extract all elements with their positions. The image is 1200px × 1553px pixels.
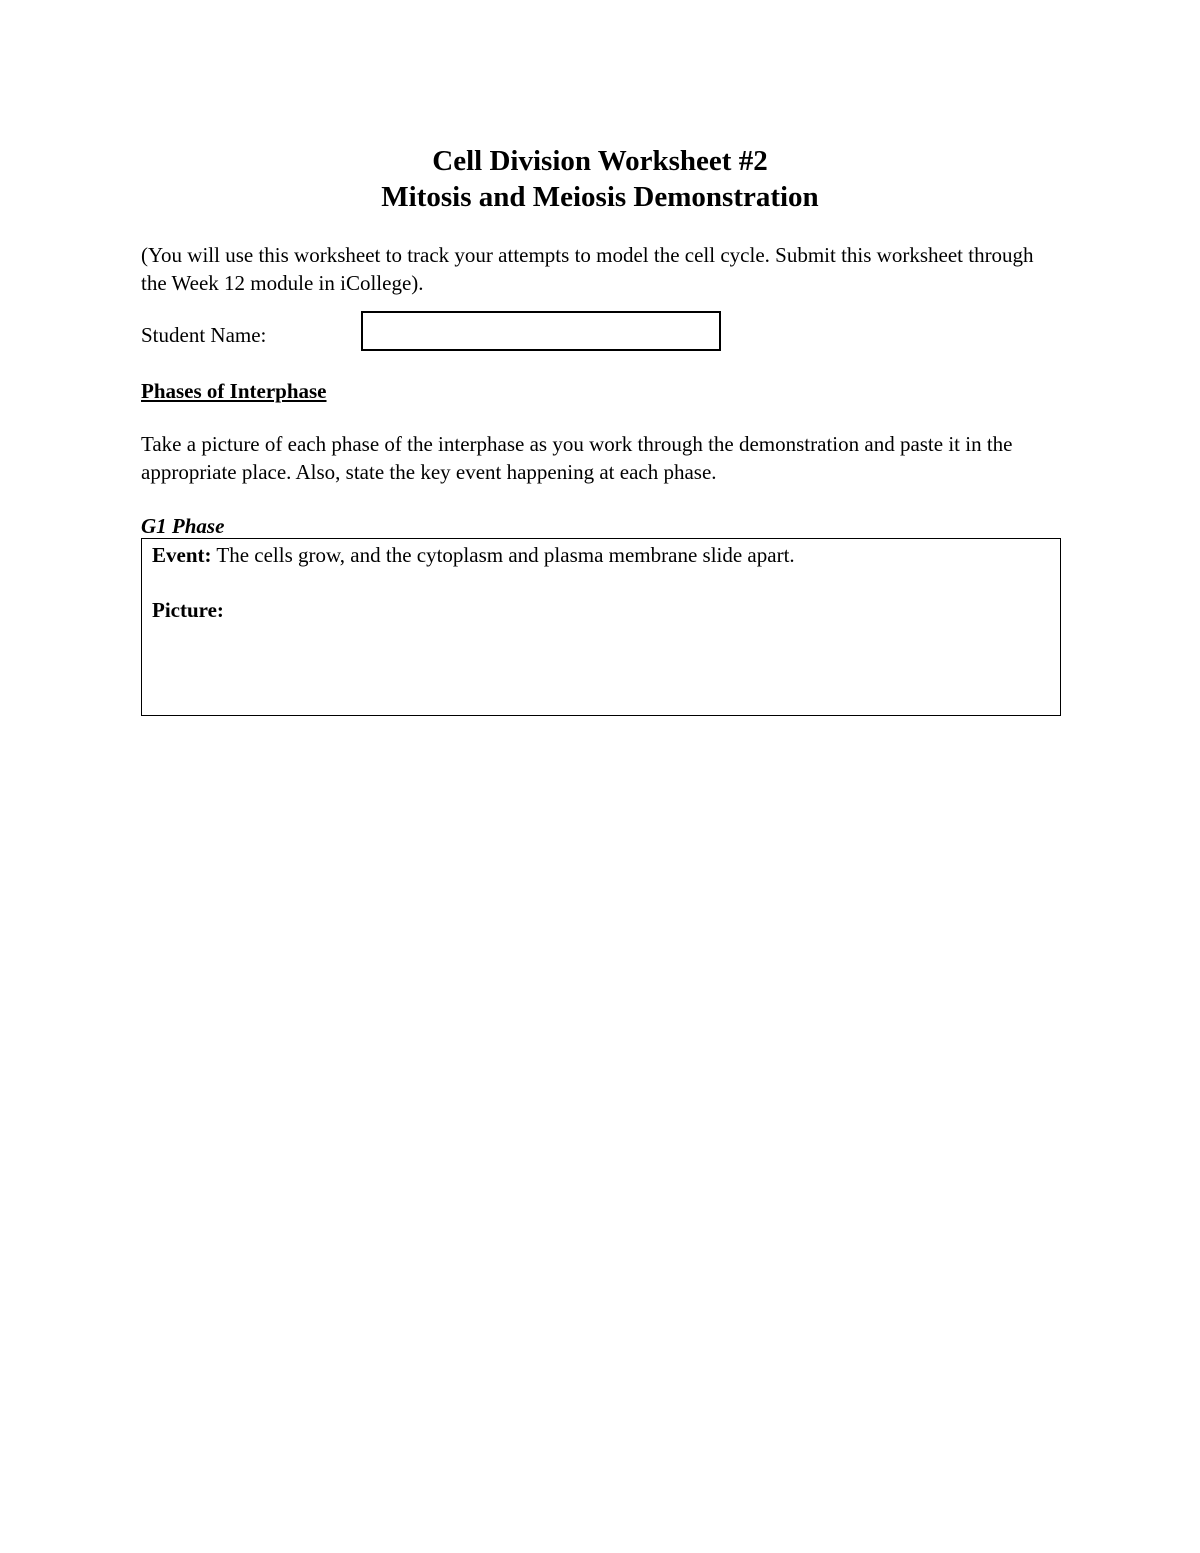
event-label: Event:	[152, 543, 212, 567]
title-line-2: Mitosis and Meiosis Demonstration	[381, 181, 819, 213]
section-heading-interphase: Phases of Interphase	[141, 379, 327, 403]
picture-label: Picture:	[152, 598, 224, 622]
picture-row	[152, 596, 1050, 624]
instructions-paragraph: Take a picture of each phase of the interphase as you work through the demonstration and paste it in the appropriate place. Also, state the key event happening at each phase.	[141, 432, 1013, 484]
phase-heading-g1: G1 Phase	[141, 514, 225, 538]
document-title	[0, 143, 1200, 215]
student-name-field[interactable]	[361, 311, 721, 351]
student-name-row	[141, 311, 741, 355]
student-name-label: Student Name:	[141, 323, 267, 347]
intro-paragraph: (You will use this worksheet to track your attempts to model the cell cycle. Submit this worksheet through the Week 12 module in iCollege).	[141, 243, 1034, 295]
title-line-1: Cell Division Worksheet #2	[432, 145, 768, 177]
event-text: The cells grow, and the cytoplasm and plasma membrane slide apart.	[211, 543, 795, 567]
event-row	[152, 541, 1050, 569]
phase-box-g1[interactable]	[141, 538, 1061, 716]
